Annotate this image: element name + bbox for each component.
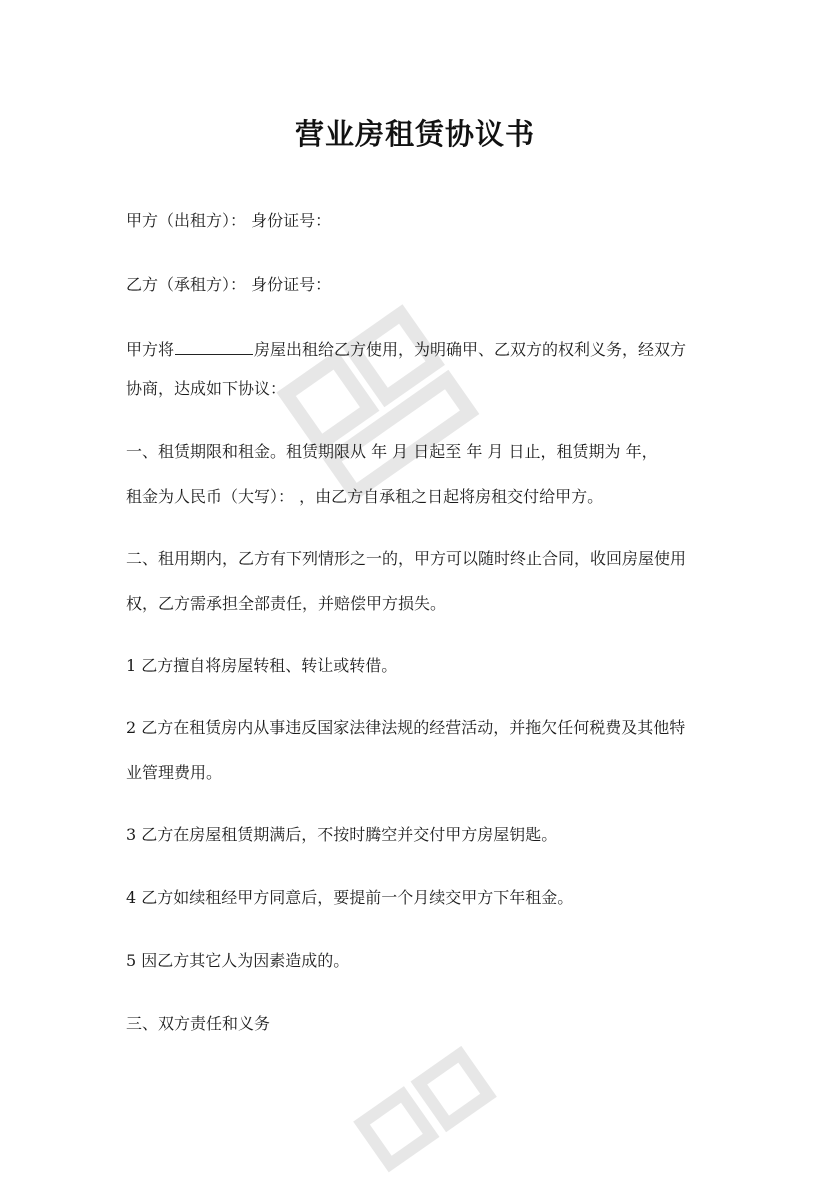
intro-line-1 <box>126 339 716 358</box>
intro-prefix: 甲方将 <box>126 340 175 359</box>
clause-2-line-2: 权，乙方需承担全部责任，并赔偿甲方损失。 <box>126 594 447 613</box>
clause-1-line-1: 一、租赁期限和租金。租赁期限从 年 月 日起至 年 月 日止，租赁期为 年， <box>126 442 658 461</box>
item-1: 1 乙方擅自将房屋转租、转让或转借。 <box>126 656 398 675</box>
clause-2-line-1: 二、租用期内，乙方有下列情形之一的，甲方可以随时终止合同，收回房屋使用 <box>126 549 687 568</box>
party-b-line: 乙方（承租方）： 身份证号： <box>126 275 332 294</box>
item-2-line-1: 2 乙方在租赁房内从事违反国家法律法规的经营活动，并拖欠任何税费及其他特 <box>126 718 686 737</box>
clause-3-heading: 三、双方责任和义务 <box>126 1014 271 1033</box>
document-title: 营业房租赁协议书 <box>294 117 535 151</box>
watermark-graphic-bottom <box>340 1040 560 1180</box>
address-blank <box>175 339 253 355</box>
item-2-line-2: 业管理费用。 <box>126 763 223 782</box>
item-5: 5 因乙方其它人为因素造成的。 <box>126 951 350 970</box>
clause-1-line-2: 租金为人民币（大写）： ，由乙方自承租之日起将房租交付给甲方。 <box>126 487 604 506</box>
intro-suffix: 房屋出租给乙方使用，为明确甲、乙双方的权利义务，经双方 <box>254 340 687 359</box>
item-3: 3 乙方在房屋租赁期满后，不按时腾空并交付甲方房屋钥匙。 <box>126 825 558 844</box>
item-4: 4 乙方如续租经甲方同意后，要提前一个月续交甲方下年租金。 <box>126 888 574 907</box>
party-a-line: 甲方（出租方）： 身份证号： <box>126 211 332 230</box>
intro-line-2: 协商，达成如下协议： <box>126 379 287 398</box>
